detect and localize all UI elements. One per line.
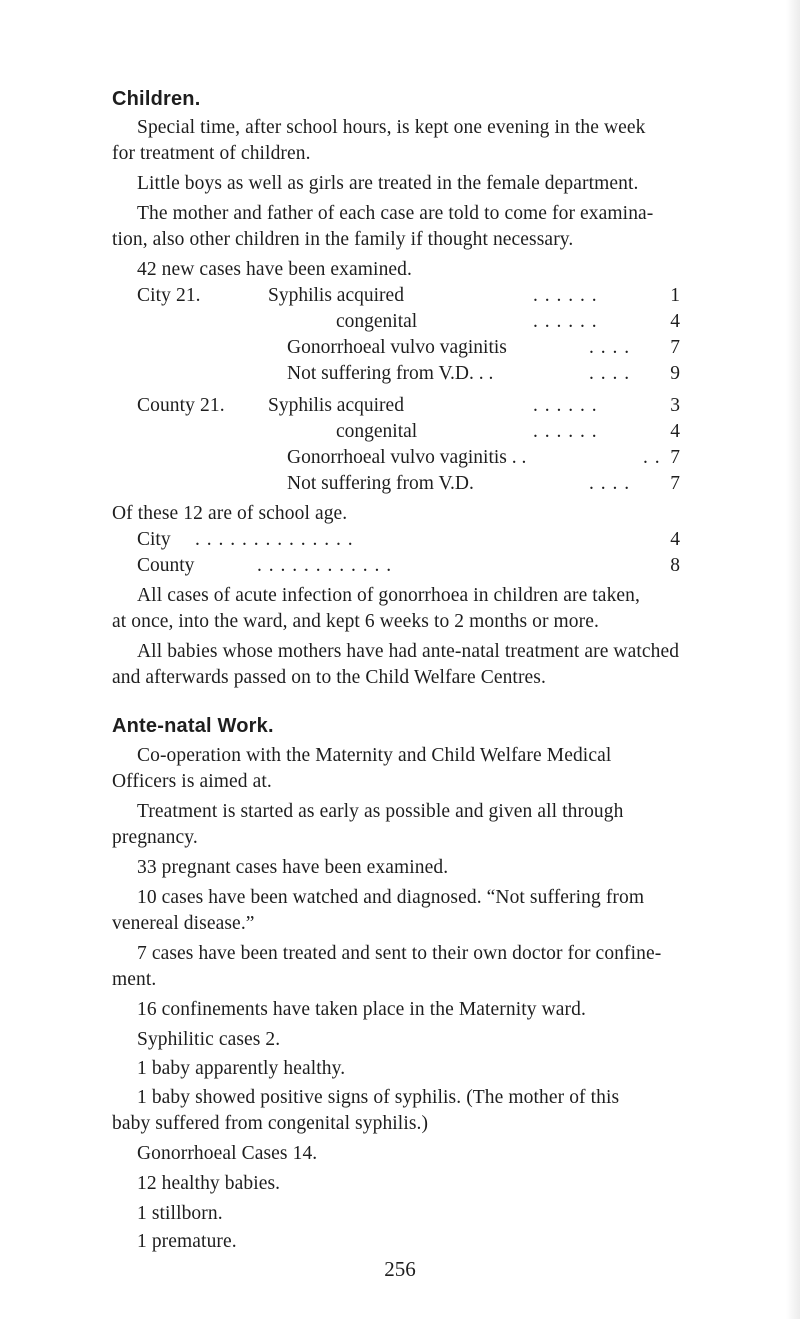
table-row bbox=[137, 419, 680, 445]
row-value: 7 bbox=[670, 473, 680, 494]
table-row bbox=[137, 283, 680, 309]
row-label: Not suffering from V.D. . . bbox=[287, 363, 494, 384]
paragraph-line: 12 healthy babies. bbox=[137, 1173, 281, 1194]
paragraph-line: 1 premature. bbox=[137, 1231, 237, 1252]
paragraph-line: Of these 12 are of school age. bbox=[112, 503, 348, 524]
leader-dots: . . . . . . bbox=[533, 421, 598, 442]
row-label: Syphilis acquired bbox=[268, 285, 404, 306]
paragraph-line: ment. bbox=[112, 969, 157, 990]
row-value: 9 bbox=[670, 363, 680, 384]
table-group-label-county: County 21. bbox=[137, 395, 225, 416]
paragraph-line: 10 cases have been watched and diagnosed. “Not suffering from bbox=[137, 887, 645, 908]
table-row bbox=[137, 553, 680, 579]
row-value: 8 bbox=[670, 555, 680, 576]
table-row bbox=[137, 471, 680, 497]
row-label: County bbox=[137, 555, 195, 576]
row-value: 4 bbox=[670, 529, 680, 550]
leader-dots: . . bbox=[643, 447, 661, 468]
row-value: 7 bbox=[670, 337, 680, 358]
table-row bbox=[137, 335, 680, 361]
row-label: Syphilis acquired bbox=[268, 395, 404, 416]
paragraph-line: All babies whose mothers have had ante-natal treatment are watched bbox=[137, 641, 680, 662]
paragraph-line: 1 stillborn. bbox=[137, 1203, 223, 1224]
section-heading-antenatal: Ante-natal Work. bbox=[112, 715, 274, 737]
paragraph-line: 1 baby showed positive signs of syphilis. (The mother of this bbox=[137, 1087, 620, 1108]
paragraph-line: tion, also other children in the family if thought necessary. bbox=[112, 229, 574, 250]
row-value: 3 bbox=[670, 395, 680, 416]
leader-dots: . . . . . . . . . . . . bbox=[257, 555, 393, 576]
table-row bbox=[137, 527, 680, 553]
paragraph-line: baby suffered from congenital syphilis.) bbox=[112, 1113, 429, 1134]
paragraph-line: and afterwards passed on to the Child Welfare Centres. bbox=[112, 667, 546, 688]
paragraph-line: Officers is aimed at. bbox=[112, 771, 272, 792]
paragraph-line: 42 new cases have been examined. bbox=[137, 259, 412, 280]
table-row bbox=[137, 361, 680, 387]
row-label: Gonorrhoeal vulvo vaginitis bbox=[287, 337, 507, 358]
table-group-label-city: City 21. bbox=[137, 285, 201, 306]
leader-dots: . . . . bbox=[589, 337, 631, 358]
row-label: Not suffering from V.D. bbox=[287, 473, 474, 494]
paragraph-line: 16 confinements have taken place in the Maternity ward. bbox=[137, 999, 586, 1020]
paragraph-line: pregnancy. bbox=[112, 827, 198, 848]
page-edge-shadow bbox=[786, 0, 800, 1319]
row-label: congenital bbox=[336, 311, 418, 332]
row-label: Gonorrhoeal vulvo vaginitis . . bbox=[287, 447, 527, 468]
paragraph-line: Syphilitic cases 2. bbox=[137, 1029, 281, 1050]
row-value: 4 bbox=[670, 421, 680, 442]
leader-dots: . . . . . . . . . . . . . . bbox=[195, 529, 354, 550]
leader-dots: . . . . . . bbox=[533, 395, 598, 416]
leader-dots: . . . . bbox=[589, 473, 631, 494]
paragraph-line: Treatment is started as early as possible and given all through bbox=[137, 801, 624, 822]
row-label: City bbox=[137, 529, 171, 550]
table-row bbox=[137, 445, 680, 471]
leader-dots: . . . . bbox=[589, 363, 631, 384]
paragraph-line: The mother and father of each case are told to come for examina- bbox=[137, 203, 654, 224]
paragraph-line: Special time, after school hours, is kept one evening in the week bbox=[137, 117, 646, 138]
paragraph-line: for treatment of children. bbox=[112, 143, 311, 164]
row-value: 4 bbox=[670, 311, 680, 332]
table-row bbox=[137, 393, 680, 419]
paragraph-line: at once, into the ward, and kept 6 weeks to 2 months or more. bbox=[112, 611, 599, 632]
paragraph-line: venereal disease.” bbox=[112, 913, 255, 934]
leader-dots: . . . . . . bbox=[533, 311, 598, 332]
row-value: 1 bbox=[670, 285, 680, 306]
leader-dots: . . . . . . bbox=[533, 285, 598, 306]
paragraph-line: All cases of acute infection of gonorrhoea in children are taken, bbox=[137, 585, 640, 606]
row-value: 7 bbox=[670, 447, 680, 468]
paragraph-line: 33 pregnant cases have been examined. bbox=[137, 857, 449, 878]
paragraph-line: Gonorrhoeal Cases 14. bbox=[137, 1143, 318, 1164]
paragraph-line: 7 cases have been treated and sent to their own doctor for confine- bbox=[137, 943, 662, 964]
row-label: congenital bbox=[336, 421, 418, 442]
paragraph-line: 1 baby apparently healthy. bbox=[137, 1058, 346, 1079]
paragraph-line: Co-operation with the Maternity and Child Welfare Medical bbox=[137, 745, 612, 766]
paragraph-line: Little boys as well as girls are treated in the female department. bbox=[137, 173, 639, 194]
page-number: 256 bbox=[384, 1257, 416, 1281]
table-row bbox=[137, 309, 680, 335]
section-heading-children: Children. bbox=[112, 88, 201, 110]
